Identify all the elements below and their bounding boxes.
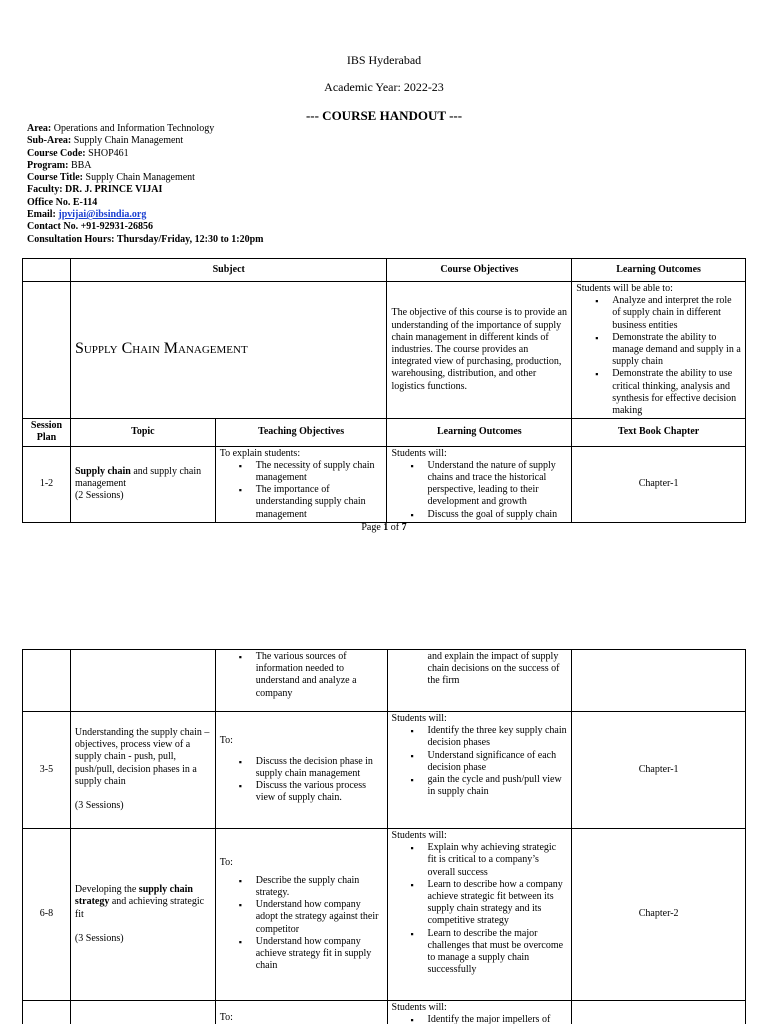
learning-cell: Students will: ▪ Understand the nature of supply chains and trace the historical perspective, leading to their development and growth ▪ Discuss the goal of supply chain [387,446,572,522]
list-item: ▪ The necessity of supply chain management [256,460,383,484]
textbook-chapter-header: Text Book Chapter [572,419,746,446]
learning-cell: and explain the impact of supply chain decisions on the success of the firm [387,650,572,712]
table-row [23,446,746,522]
chapter-cell: Chapter-1 [572,712,746,829]
area-line: Area: Operations and Information Technology [27,123,215,134]
course-table [22,258,746,523]
learning-cell: Students will: ▪ Identify the major impellers of [387,1001,572,1024]
list-item: ▪ Learn to describe the major challenges that must be overcome to manage a supply chain successfully [428,928,568,977]
list-item: ▪ Discuss the decision phase in supply chain management [256,756,383,780]
learning-cell: Students will: ▪ Explain why achieving strategic fit is critical to a company’s overall success ▪ Learn to describe how a company achieve strategic fit between its supply chain strategy and its competitive strategy ▪ Learn to describe the major challenges that must be overcome to manage a supply chain successfully [387,829,572,1001]
chapter-cell: Chapter-1 [572,446,746,522]
contact-line: Contact No. +91-92931-26856 [27,221,153,233]
session-number: 1-2 [23,446,71,522]
topic-header: Topic [70,419,215,446]
table-row [23,829,746,1001]
subject-header: Subject [70,259,387,282]
topic-cell: Understanding the supply chain – objectives, process view of a supply chain - push, pull, push/pull, decision phases in a supply chain (3 Sessions) [70,712,215,829]
empty-header-cell [23,259,71,282]
subject-name: Supply Chain Management [74,340,248,358]
list-item: ▪ Describe the supply chain strategy. [256,875,383,899]
list-item: ▪ The various sources of information needed to understand and analyze a company [256,651,383,700]
list-item: ▪ Understand significance of each decision phase [428,750,568,774]
teaching-cell: To: ▪ Discuss the decision phase in supply chain management ▪ Discuss the various process view of supply chain. [215,712,387,829]
list-item: ▪ Understand how company adopt the strategy against their competitor [256,899,383,936]
teaching-cell: To explain students: ▪ The necessity of supply chain management ▪ The importance of understanding supply chain management [215,446,387,522]
topic-cell: Supply chain and supply chain management (2 Sessions) [70,446,215,522]
page-2 [0,635,768,1024]
email-line: Email: jpvijai@ibsindia.org [27,209,147,221]
teaching-cell: To: ▪ Describe the supply chain strategy. ▪ Understand how company adopt the strategy against their competitor ▪ Understand how company achieve strategy fit in supply chain [215,829,387,1001]
page-footer: Page 1 of 7 [361,522,407,533]
table-row [23,650,746,712]
topic-cell: Developing the supply chain strategy and achieving strategic fit (3 Sessions) [70,829,215,1001]
subarea-line: Sub-Area: Supply Chain Management [27,135,184,147]
email-link[interactable]: jpvijai@ibsindia.org [58,209,147,221]
list-item: ▪ Understand how company achieve strategy fit in supply chain [256,936,383,973]
table-row [23,712,746,829]
learning-outcomes-header: Learning Outcomes [572,259,746,282]
list-item: ▪ Analyze and interpret the role of supply chain in different business entities [612,295,741,332]
teaching-cell: To: [215,1001,387,1024]
academic-year: Academic Year: 2022-23 [324,80,444,94]
list-item: ▪ Discuss the various process view of supply chain. [256,780,383,804]
empty-cell [23,282,71,419]
session-number: 3-5 [23,712,71,829]
list-item: ▪ The importance of understanding supply chain management [256,484,383,521]
course-info [27,123,264,246]
course-objectives-text: The objective of this course is to provide an understanding of the importance of supply chain management in different kinds of industries. The course provides an integrated view of purchasing, production, warehousing, distribution, and other logistics functions. [387,282,572,419]
table-row [23,1001,746,1024]
office-line: Office No. E-114 [27,196,98,208]
program-line: Program: BBA [27,159,92,171]
list-item: ▪ Identify the major impellers of [428,1014,568,1024]
learning-cell: Students will: ▪ Identify the three key supply chain decision phases ▪ Understand significance of each decision phase ▪ gain the cycle and push/pull view in supply chain [387,712,572,829]
list-item: ▪ Learn to describe how a company achieve strategic fit between its supply chain strategy and its competitive strategy [428,879,568,928]
chapter-cell: Chapter-2 [572,829,746,1001]
document-title: --- COURSE HANDOUT --- [305,108,463,123]
course-table-continued [22,649,746,1024]
list-item: ▪ Identify the three key supply chain decision phases [428,725,568,749]
teaching-objectives-header: Teaching Objectives [215,419,387,446]
faculty-line: Faculty: DR. J. PRINCE VIJAI [27,184,163,196]
teaching-cell [215,650,387,712]
course-objectives-header: Course Objectives [387,259,572,282]
outcomes-list [576,295,741,417]
list-item: ▪ Demonstrate the ability to manage demand and supply in a supply chain [612,332,741,369]
list-item: ▪ Explain why achieving strategic fit is critical to a company’s overall success [428,842,568,879]
outcomes-intro: Students will be able to: [576,283,673,294]
list-item: ▪ Discuss the goal of supply chain [427,509,567,521]
list-item: ▪ Understand the nature of supply chains and trace the historical perspective, leading to their development and growth [427,460,567,509]
session-number: 6-8 [23,829,71,1001]
list-item: ▪ Demonstrate the ability to use critical thinking, analysis and synthesis for effective decision making [612,368,741,417]
list-item: ▪ gain the cycle and push/pull view in supply chain [428,774,568,798]
consultation-line: Consultation Hours: Thursday/Friday, 12:30 to 1:20pm [27,233,264,245]
session-learning-outcomes-header: Learning Outcomes [387,419,572,446]
course-title-line: Course Title: Supply Chain Management [27,172,195,184]
page-gap [0,560,768,635]
institution-name: IBS Hyderabad [346,53,422,67]
session-plan-header: Session Plan [23,419,71,446]
course-code-line: Course Code: SHOP461 [27,147,129,159]
